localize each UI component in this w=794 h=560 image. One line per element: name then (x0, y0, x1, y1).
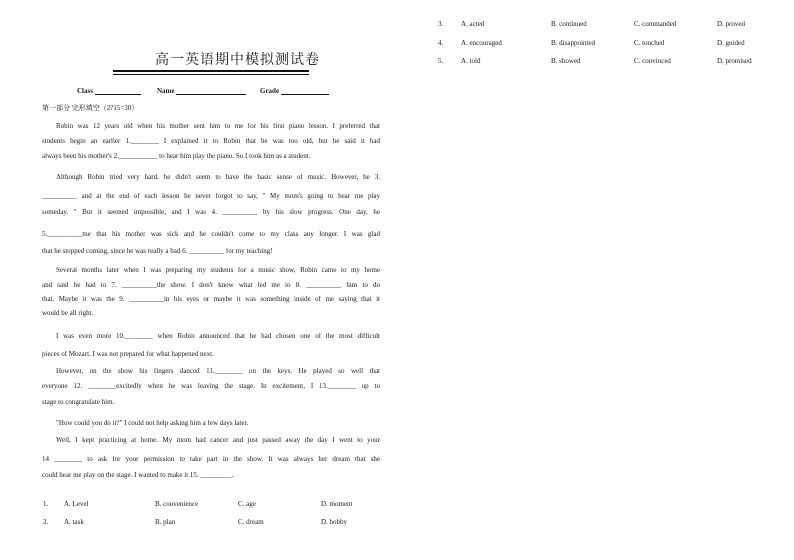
section-title: 第一部分 完形填空（2?15=30） (42, 104, 139, 112)
option-a[interactable]: A. encouraged (461, 39, 502, 47)
option-row-1 (43, 500, 373, 508)
option-b[interactable]: B. showed (551, 57, 581, 65)
option-d[interactable]: D. hobby (321, 518, 348, 526)
class-label: Class (77, 87, 93, 95)
option-b[interactable]: B. convenience (155, 500, 199, 508)
passage-line: would be all right. (42, 310, 94, 317)
option-b[interactable]: B. plan (155, 518, 176, 526)
option-c[interactable]: C. dream (238, 518, 264, 526)
passage-line: students begin an earlier 1.________ I explained it to Robin that he was too old, but he said it had (42, 138, 380, 145)
option-d[interactable]: D. moment (321, 500, 353, 508)
option-a[interactable]: A. task (64, 518, 84, 526)
passage-line: 5.__________me that his mother was sick and he couldn't come to my class any longer. I was glad (42, 231, 380, 238)
question-number: 1. (43, 500, 49, 508)
passage-line: stage to congratulate him. (42, 399, 115, 406)
passage-line: everyone 12. ________excitedly when he was leaving the stage. In excitement, I 13.________ up to (42, 383, 380, 390)
passage-line: Several months later when I was preparing my students for a music show, Robin came to my home (56, 267, 380, 274)
title-underline-thin (113, 74, 309, 75)
option-d[interactable]: D. promised (717, 57, 752, 65)
option-c[interactable]: C. convinced (634, 57, 671, 65)
option-b[interactable]: B. continued (551, 20, 587, 28)
option-a[interactable]: A. told (461, 57, 481, 65)
passage-line: always been his mother's 2.___________ to hear him play the piano. So I took him as a student. (42, 153, 311, 160)
option-row-4 (438, 39, 778, 47)
option-c[interactable]: C. commanded (634, 20, 677, 28)
name-field (157, 87, 246, 95)
question-number: 4. (438, 39, 444, 47)
option-d[interactable]: D. guided (717, 39, 745, 47)
passage-line: __________ and at the end of each lesson he never forgot to say, " My mom's going to hear me play (42, 193, 380, 200)
passage-line: pieces of Mozart. I was not prepared for what happened next. (42, 351, 214, 358)
option-row-2 (43, 518, 373, 526)
passage-line: I was even more 10.________ when Robin announced that he had chosen one of the most difficult (56, 333, 380, 340)
passage-line: Robin was 12 years old when his mother sent him to me for his first piano lesson. I preferred that (56, 123, 380, 130)
class-field (77, 87, 141, 95)
passage-line: could hear me play on the stage. I wanted to make it 15. _________. (42, 472, 234, 479)
option-a[interactable]: A. acted (461, 20, 485, 28)
page-title: 高一英语期中模拟测试卷 (155, 52, 320, 68)
option-b[interactable]: B. disappointed (551, 39, 595, 47)
option-row-3 (438, 20, 778, 28)
option-d[interactable]: D. proved (717, 20, 745, 28)
passage-line: 14 ________ to ask for your permission to take part in the show. It was always her dream that she (42, 456, 380, 463)
passage-line: However, on the show his fingers danced 11.________ on the keys. He played so well that (56, 368, 380, 375)
passage-line: and said he had to 7. __________the show. I don't know what led me to 8. __________ him to do (42, 282, 380, 289)
passage-line: that he stopped coming, since he was really a bad 6. __________ for my teaching! (42, 248, 273, 255)
class-blank[interactable] (95, 87, 141, 95)
name-label: Name (157, 87, 175, 95)
passage-line: that. Maybe it was the 9. __________in his eyes or maybe it was something inside of me saying that it (42, 296, 380, 303)
question-number: 2. (43, 518, 49, 526)
option-c[interactable]: C. touched (634, 39, 665, 47)
passage-line: "How could you do it?" I could not help asking him a few days later. (56, 420, 249, 427)
question-number: 3. (438, 20, 444, 28)
passage-line: Well, I kept practicing at home. My mom had cancer and just passed away the day I went to your (56, 437, 380, 444)
grade-blank[interactable] (281, 87, 329, 95)
grade-label: Grade (260, 87, 280, 95)
title-underline-thick (113, 70, 309, 72)
passage-line: someday. " But it seemed impossible, and I was 4. __________ by his slow progress. One day, he (42, 209, 380, 216)
grade-field (260, 87, 329, 95)
option-row-5 (438, 57, 778, 65)
question-number: 5. (438, 57, 444, 65)
option-c[interactable]: C. age (238, 500, 256, 508)
name-blank[interactable] (176, 87, 246, 95)
passage-line: Although Robin tried very hard, he didn't seem to have the basic sense of music. However, he 3. (56, 174, 380, 181)
option-a[interactable]: A. Level (64, 500, 89, 508)
